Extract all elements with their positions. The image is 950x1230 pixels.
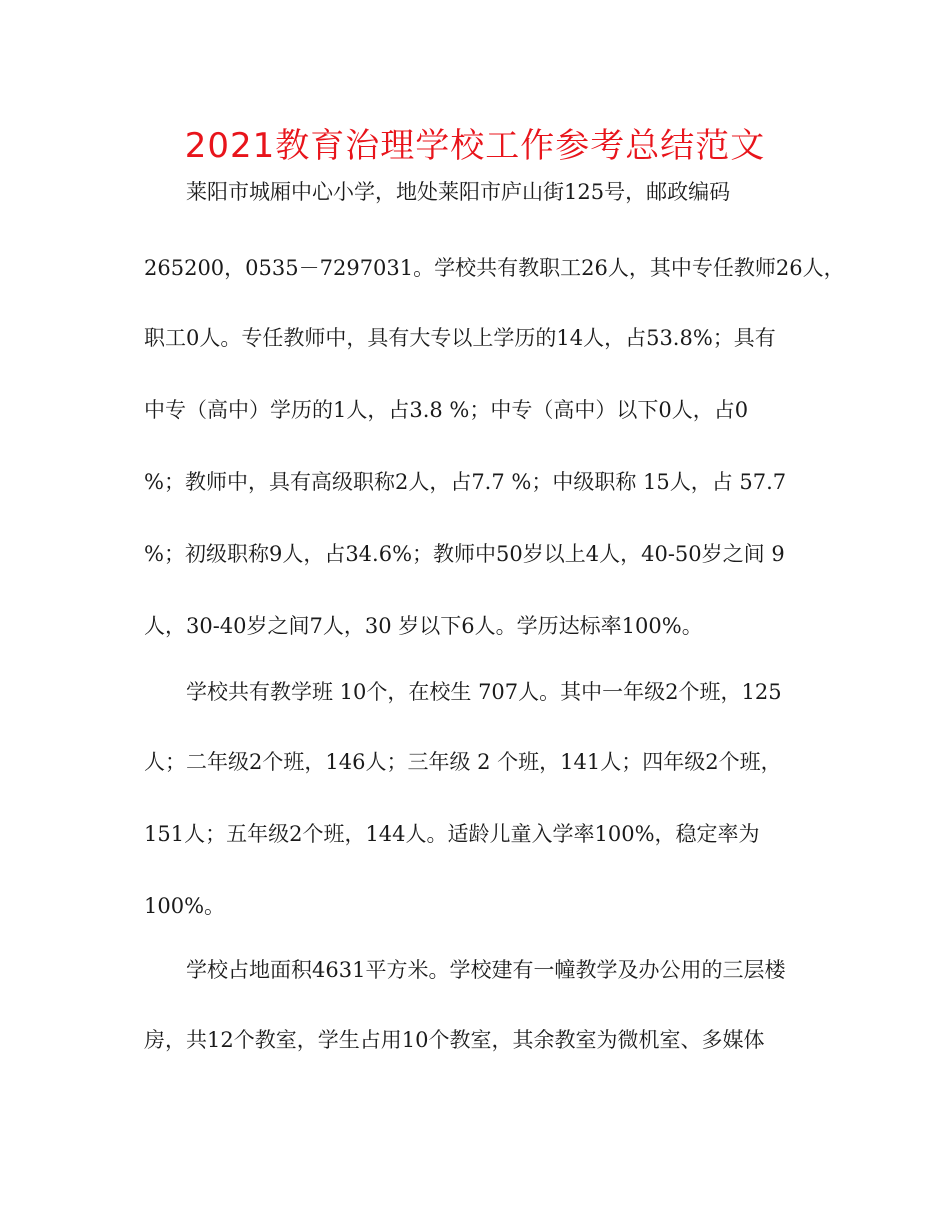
paragraph-line: 房，共12个教室，学生占用10个教室，其余教室为微机室、多媒体 [144,1028,765,1052]
paragraph-line: 莱阳市城厢中心小学，地处莱阳市庐山街125号，邮政编码 [186,180,731,204]
paragraph-line: 职工0人。专任教师中，具有大专以上学历的14人，占53.8%；具有 [144,326,776,350]
paragraph-line: %；教师中，具有高级职称2人，占7.7 %；中级职称 15人，占 57.7 [144,470,787,494]
paragraph-line: 学校共有教学班 10个，在校生 707人。其中一年级2个班，125 [186,680,782,704]
paragraph-line: 265200，0535－7297031。学校共有教职工26人，其中专任教师26人， [144,256,845,280]
paragraph-line: 中专（高中）学历的1人，占3.8 %；中专（高中）以下0人，占0 [144,398,749,422]
paragraph-line: 151人；五年级2个班，144人。适龄儿童入学率100%，稳定率为 [144,822,760,846]
document-title: 2021教育治理学校工作参考总结范文 [184,126,766,166]
paragraph-line: %；初级职称9人，占34.6%；教师中50岁以上4人，40-50岁之间 9 [144,542,785,566]
paragraph-line: 人，30-40岁之间7人，30 岁以下6人。学历达标率100%。 [144,614,703,638]
paragraph-line: 100%。 [144,894,226,918]
paragraph-line: 人；二年级2个班，146人；三年级 2 个班，141人；四年级2个班， [144,750,782,774]
paragraph-line: 学校占地面积4631平方米。学校建有一幢教学及办公用的三层楼 [186,958,786,982]
